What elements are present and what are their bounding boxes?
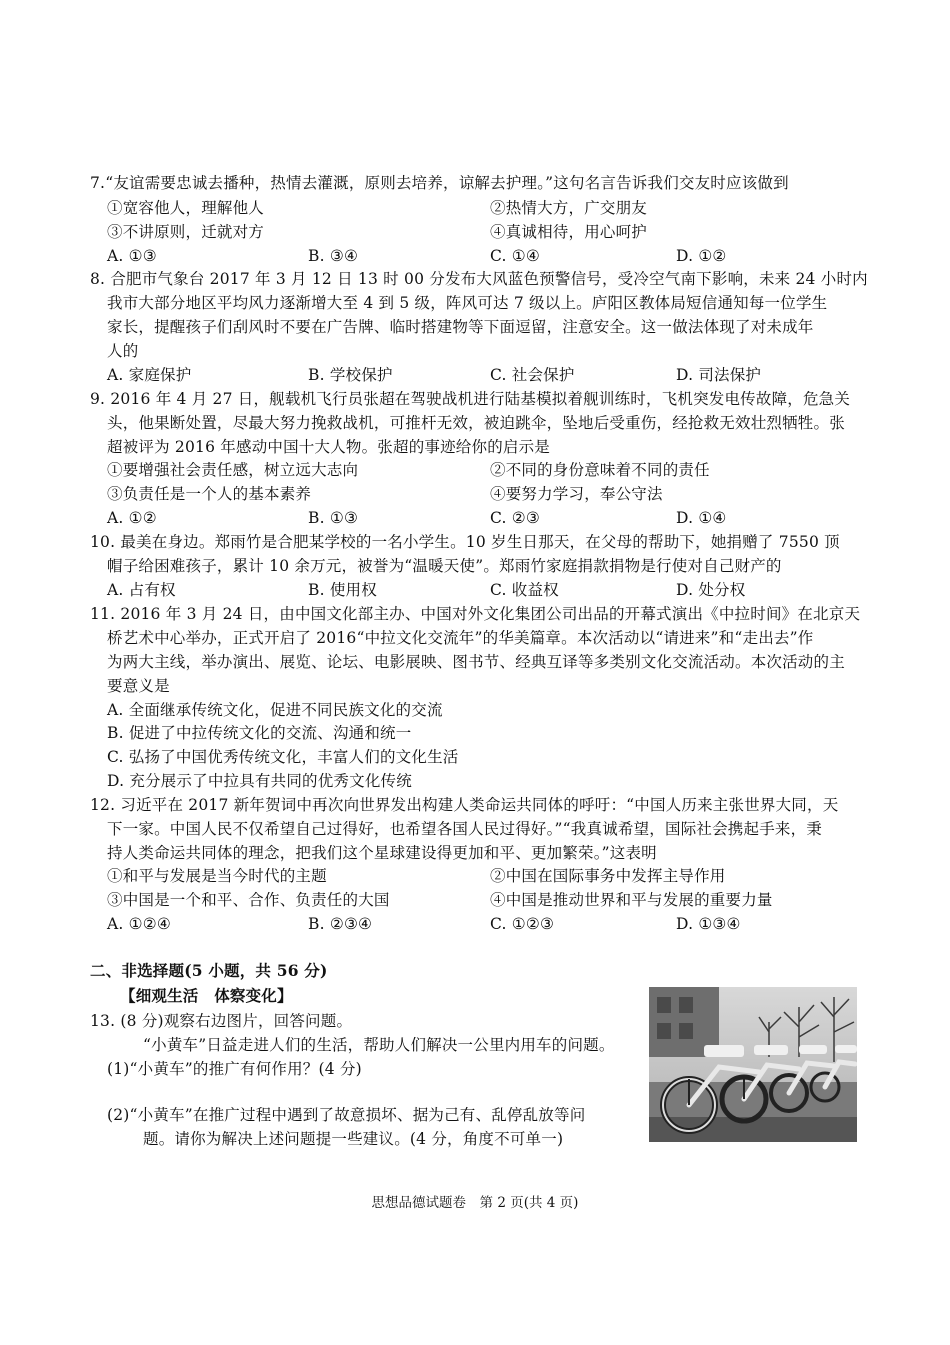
- q13-part-1: (1)“小黄车”的推广有何作用？(4 分): [107, 1060, 362, 1078]
- q12-line-2: 下一家。中国人民不仅希望自己过得好，也希望各国人民过得好。”“我真诚希望，国际社会携起手来，秉: [107, 820, 823, 838]
- q7-option-c: C. ①④: [490, 247, 540, 265]
- q7-option-b: B. ③④: [308, 247, 359, 265]
- q13-part-2-line-1: (2)“小黄车”在推广过程中遇到了故意损坏、据为己有、乱停乱放等问: [107, 1106, 586, 1124]
- q12-line-3: 持人类命运共同体的理念，把我们这个星球建设得更加和平、更加繁荣。”这表明: [107, 844, 657, 862]
- q11-line-3: 为两大主线，举办演出、展览、论坛、电影展映、图书节、经典互译等多类别文化交流活动。本次活动的主: [107, 653, 845, 671]
- q7-stem: 7.“友谊需要忠诚去播种，热情去灌溉，原则去培养，谅解去护理。”这句名言告诉我们交友时应该做到: [90, 174, 789, 192]
- page-footer: 思想品德试题卷 第 2 页(共 4 页): [371, 1195, 579, 1211]
- q11-line-2: 桥艺术中心举办，正式开启了 2016“中拉文化交流年”的华美篇章。本次活动以“请进来”和“走出去”作: [107, 629, 814, 647]
- q8-line-4: 人的: [107, 342, 139, 360]
- q10-option-a: A. 占有权: [107, 581, 176, 599]
- q12-statement-4: ④中国是推动世界和平与发展的重要力量: [490, 891, 773, 909]
- q12-option-d: D. ①③④: [676, 915, 741, 933]
- q10-option-b: B. 使用权: [308, 581, 377, 599]
- q7-option-d: D. ①②: [676, 247, 727, 265]
- q10-option-d: D. 处分权: [676, 581, 746, 599]
- q8-option-a: A. 家庭保护: [107, 366, 192, 384]
- q8-option-b: B. 学校保护: [308, 366, 393, 384]
- q10-line-1: 10. 最美在身边。郑雨竹是合肥某学校的一名小学生。10 岁生日那天，在父母的帮助下，她捐赠了 7550 顶: [90, 533, 840, 551]
- q9-statement-2: ②不同的身份意味着不同的责任: [490, 461, 710, 479]
- q12-statement-3: ③中国是一个和平、合作、负责任的大国: [107, 891, 390, 909]
- q8-line-2: 我市大部分地区平均风力逐渐增大至 4 到 5 级，阵风可达 7 级以上。庐阳区教体局短信通知每一位学生: [107, 294, 828, 312]
- q11-option-d: D. 充分展示了中拉具有共同的优秀文化传统: [107, 772, 412, 790]
- q9-option-b: B. ①③: [308, 509, 359, 527]
- q9-statement-3: ③负责任是一个人的基本素养: [107, 485, 312, 503]
- q12-option-c: C. ①②③: [490, 915, 555, 933]
- q13-part-2-line-2: 题。请你为解决上述问题提一些建议。(4 分，角度不可单一): [143, 1130, 564, 1148]
- q9-line-3: 超被评为 2016 年感动中国十大人物。张超的事迹给你的启示是: [107, 438, 551, 456]
- q12-option-b: B. ②③④: [308, 915, 373, 933]
- q11-option-c: C. 弘扬了中国优秀传统文化，丰富人们的文化生活: [107, 748, 459, 766]
- q10-option-c: C. 收益权: [490, 581, 559, 599]
- q12-line-1: 12. 习近平在 2017 新年贺词中再次向世界发出构建人类命运共同体的呼吁：“中国人历来主张世界大同，天: [90, 796, 839, 814]
- q8-line-1: 8. 合肥市气象台 2017 年 3 月 12 日 13 时 00 分发布大风蓝色预警信号，受冷空气南下影响，未来 24 小时内: [90, 270, 868, 288]
- q8-line-3: 家长，提醒孩子们刮风时不要在广告牌、临时搭建物等下面逗留，注意安全。这一做法体现了对未成年: [107, 318, 814, 336]
- q9-line-2: 头，他果断处置，尽最大努力挽救战机，可推杆无效，被迫跳伞，坠地后受重伤，经抢救无效壮烈牺牲。张: [107, 414, 845, 432]
- bicycle-photo: [649, 987, 857, 1142]
- q9-option-a: A. ①②: [107, 509, 157, 527]
- q7-statement-2: ②热情大方，广交朋友: [490, 199, 648, 217]
- q7-statement-3: ③不讲原则，迁就对方: [107, 223, 265, 241]
- q9-statement-4: ④要努力学习，奉公守法: [490, 485, 663, 503]
- section-tag: 【细观生活 体察变化】: [120, 986, 293, 1005]
- q9-option-c: C. ②③: [490, 509, 540, 527]
- q9-line-1: 9. 2016 年 4 月 27 日，舰载机飞行员张超在驾驶战机进行陆基模拟着舰训练时，飞机突发电传故障，危急关: [90, 390, 851, 408]
- q8-option-c: C. 社会保护: [490, 366, 575, 384]
- q12-option-a: A. ①②④: [107, 915, 171, 933]
- q8-option-d: D. 司法保护: [676, 366, 762, 384]
- q13-line-2: “小黄车”日益走进人们的生活，帮助人们解决一公里内用车的问题。: [143, 1036, 615, 1054]
- q10-line-2: 帽子给困难孩子，累计 10 余万元，被誉为“温暖天使”。郑雨竹家庭捐款捐物是行使对自己财产的: [107, 557, 782, 575]
- q11-line-4: 要意义是: [107, 677, 170, 695]
- q11-line-1: 11. 2016 年 3 月 24 日，由中国文化部主办、中国对外文化集团公司出品的开幕式演出《中拉时间》在北京天: [90, 605, 861, 623]
- q11-option-b: B. 促进了中拉传统文化的交流、沟通和统一: [107, 724, 412, 742]
- q13-line-1: 13. (8 分)观察右边图片，回答问题。: [90, 1012, 353, 1030]
- q11-option-a: A. 全面继承传统文化，促进不同民族文化的交流: [107, 701, 443, 719]
- q7-statement-4: ④真诚相待，用心呵护: [490, 223, 648, 241]
- q9-option-d: D. ①④: [676, 509, 727, 527]
- q12-statement-1: ①和平与发展是当今时代的主题: [107, 867, 327, 885]
- q7-statement-1: ①宽容他人，理解他人: [107, 199, 265, 217]
- q9-statement-1: ①要增强社会责任感，树立远大志向: [107, 461, 359, 479]
- q7-option-a: A. ①③: [107, 247, 157, 265]
- section-heading: 二、非选择题(5 小题，共 56 分): [90, 961, 328, 980]
- q12-statement-2: ②中国在国际事务中发挥主导作用: [490, 867, 726, 885]
